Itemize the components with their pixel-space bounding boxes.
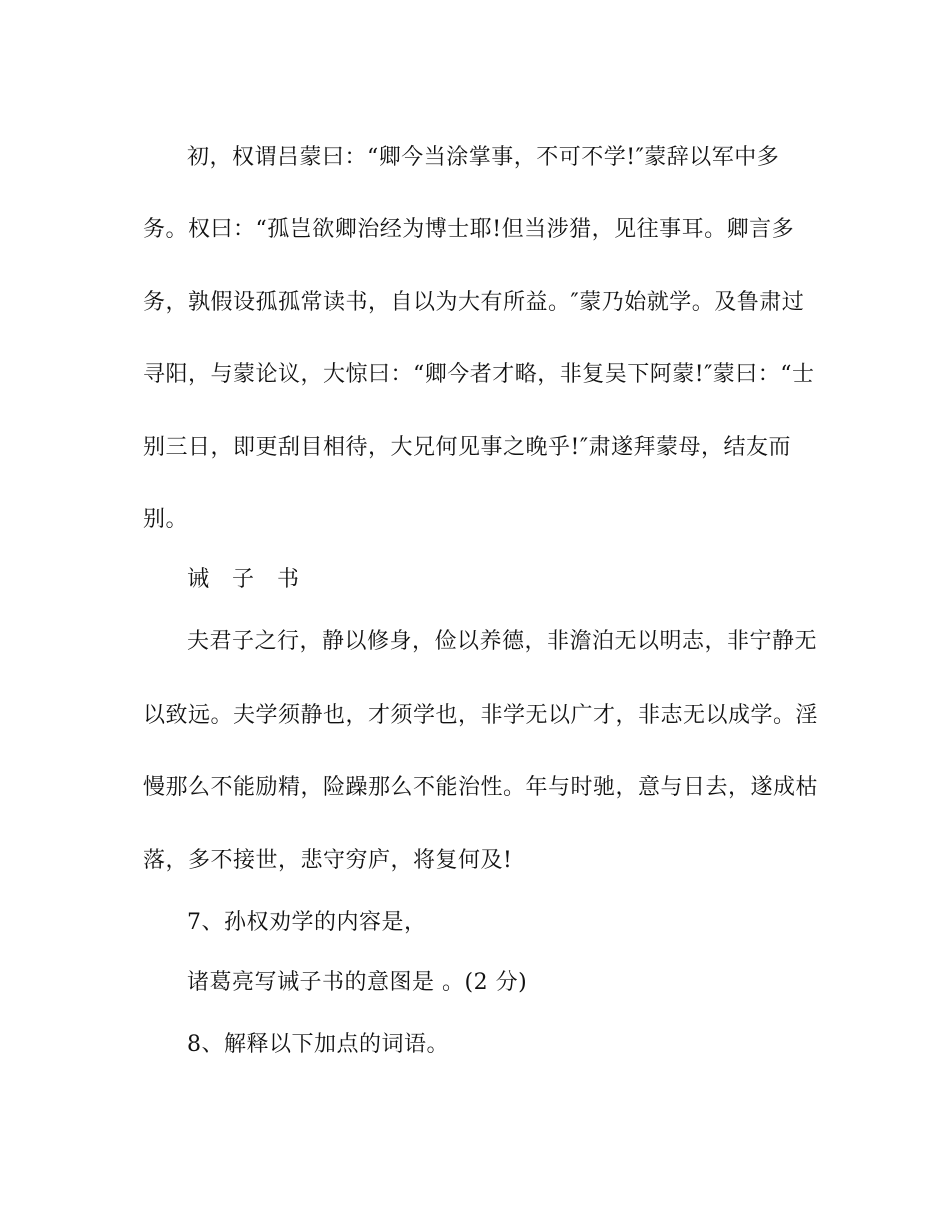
passage2-line-4: 落，多不接世，悲守穷庐，将复何及! xyxy=(143,848,513,873)
question-8: 8、解释以下加点的词语。 xyxy=(187,1032,449,1057)
passage2-line-2: 以致远。夫学须静也，才须学也，非学无以广才，非志无以成学。淫 xyxy=(143,703,819,728)
question-7-line-1: 7、孙权劝学的内容是， xyxy=(187,910,427,935)
passage1-line-6: 别。 xyxy=(143,507,189,532)
passage2-line-3: 慢那么不能励精，险躁那么不能治性。年与时驰，意与日去，遂成枯 xyxy=(143,775,819,800)
passage2-line-1: 夫君子之行，静以修身，俭以养德，非澹泊无以明志，非宁静无 xyxy=(187,629,818,654)
passage1-line-2: 务。权曰：“孤岂欲卿治经为博士耶!但当涉猎，见往事耳。卿言多 xyxy=(143,217,795,242)
passage1-line-1: 初，权谓吕蒙曰：“卿今当涂掌事，不可不学!″蒙辞以军中多 xyxy=(187,145,780,170)
question-7-line-2: 诸葛亮写诫子书的意图是 。(2 分) xyxy=(187,970,528,995)
passage2-title: 诫 子 书 xyxy=(187,567,307,592)
passage1-line-5: 别三日，即更刮目相待，大兄何见事之晚乎!″肃遂拜蒙母，结友而 xyxy=(143,435,792,460)
passage1-line-4: 寻阳，与蒙论议，大惊曰：“卿今者才略，非复吴下阿蒙!″蒙曰：“士 xyxy=(143,362,815,387)
passage1-line-3: 务，孰假设孤孤常读书，自以为大有所益。″蒙乃始就学。及鲁肃过 xyxy=(143,290,805,315)
